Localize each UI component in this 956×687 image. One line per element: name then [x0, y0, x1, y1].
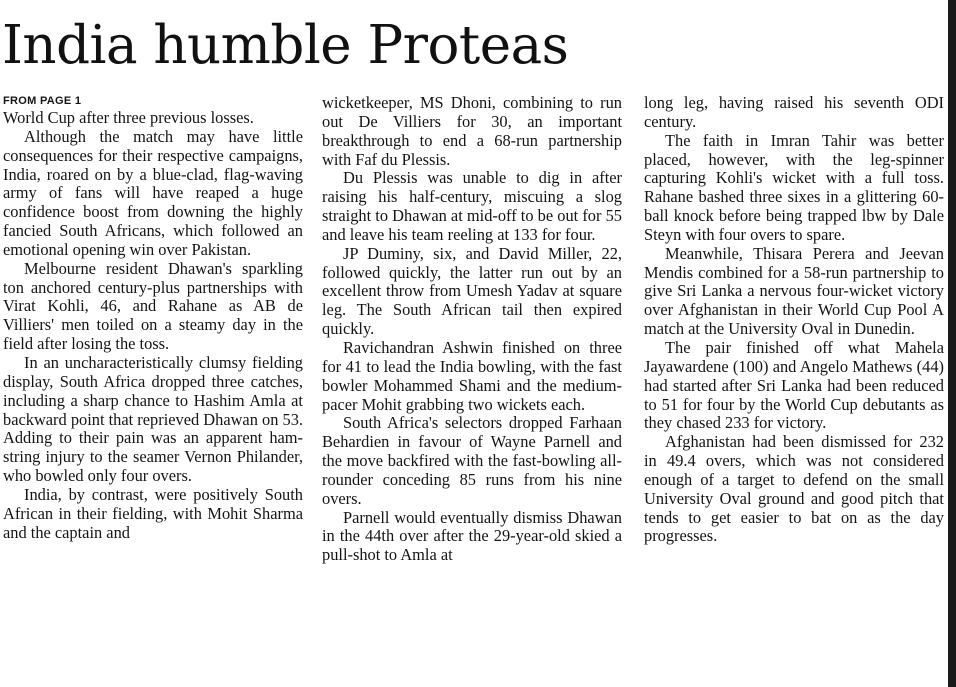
paragraph: The faith in Imran Tahir was better placed, however, with the leg-spinner capturing Kohli's wicket with a full toss. Rahane bashed three sixes in a glittering 60-ball knock before being trapped lbw by Dale Steyn with four overs to spare.	[644, 130, 944, 244]
paragraph: Although the match may have little consequences for their respective campaigns, India, roared on by a blue-clad, flag-waving army of fans will have reaped a huge confidence boost from downing the highly fancied South Africans, which followed an emotional opening win over Pakistan.	[3, 126, 303, 259]
page-edge-rule	[948, 0, 956, 687]
paragraph: India, by contrast, were positively South African in their fielding, with Mohit Sharma and the captain and	[3, 484, 303, 542]
paragraph: In an uncharacteristically clumsy fielding display, South Africa dropped three catches, including a sharp chance to Hashim Amla at backward point that reprieved Dhawan on 53. Adding to their pain was an apparent ham-string injury to the seamer Vernon Philander, who bowled only four overs.	[3, 352, 303, 486]
article-column-3	[644, 94, 944, 546]
paragraph: Parnell would eventually dismiss Dhawan in the 44th over after the 29-year-old skied a pull-shot to Amla at	[322, 507, 622, 565]
paragraph: Afghanistan had been dismissed for 232 in 49.4 overs, which was not considered enough of a target to defend on the small University Oval ground and good pitch that tends to get easier to bat on as the day progresses.	[644, 432, 944, 546]
paragraph: JP Duminy, six, and David Miller, 22, followed quickly, the latter run out by an excellent throw from Umesh Yadav at square leg. The South African tail then expired quickly.	[322, 243, 622, 339]
paragraph: South Africa's selectors dropped Farhaan Behardien in favour of Wayne Parnell and the move backfired with the fast-bowling all-rounder conceding 85 runs from his nine overs.	[322, 413, 622, 508]
paragraph: long leg, having raised his seventh ODI century.	[644, 93, 944, 131]
paragraph: Melbourne resident Dhawan's sparkling ton anchored century-plus partnerships with Virat Kohli, 46, and Rahane as AB de Villiers' men toiled on a steamy day in the field after losing the toss.	[3, 258, 303, 354]
paragraph: Ravichandran Ashwin finished on three for 41 to lead the India bowling, with the fast bowler Mohammed Shami and the medium-pacer Mohit grabbing two wickets each.	[322, 337, 622, 414]
paragraph: Du Plessis was unable to dig in after raising his half-century, miscuing a slog straight to Dhawan at mid-off to be out for 55 and leave his team reeling at 133 for four.	[322, 168, 622, 244]
continuation-kicker: FROM PAGE 1	[3, 95, 82, 107]
article-column-2	[322, 94, 622, 565]
article-column-1	[3, 94, 303, 542]
paragraph: The pair finished off what Mahela Jayawardene (100) and Angelo Mathews (44) had started after Sri Lanka had been reduced to 51 for four by the World Cup debutants as they chased 233 for victory.	[644, 337, 944, 433]
headline: India humble Proteas	[2, 15, 569, 76]
paragraph: wicketkeeper, MS Dhoni, combining to run out De Villiers for 30, an important breakthrough to end a 68-run partnership with Faf du Plessis.	[322, 93, 622, 169]
paragraph: Meanwhile, Thisara Perera and Jeevan Mendis combined for a 58-run partnership to give Sri Lanka a nervous four-wicket victory over Afghanistan in their World Cup Pool A match at the University Oval in Dunedin.	[644, 243, 944, 339]
paragraph: World Cup after three previous losses.	[3, 108, 254, 127]
